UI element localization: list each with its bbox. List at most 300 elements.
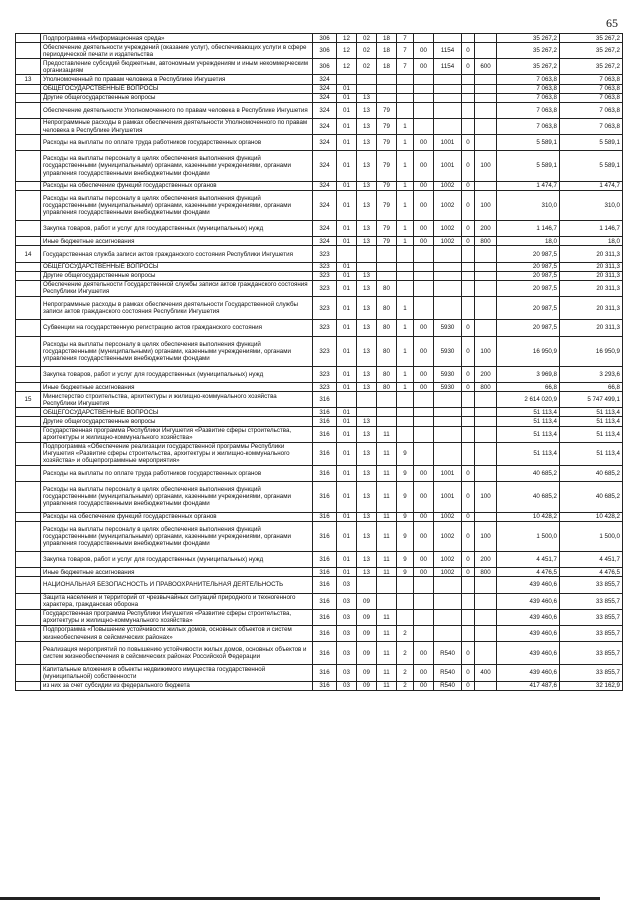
extra-code-cell — [462, 34, 475, 43]
ministry-code-cell: 306 — [313, 34, 337, 43]
amount-year-1-cell: 417 487,6 — [497, 681, 560, 690]
item-name-cell: Расходы на выплаты персоналу в целях обеспечения выполнения функций государственными (муниципальными) органами, казенными учреждениями, органами управления государственными внебюджетными фондами — [41, 190, 313, 220]
table-row — [16, 665, 623, 681]
item-name-cell: Расходы на обеспечение функций государственных органов — [41, 512, 313, 521]
section-code-cell: 01 — [337, 135, 357, 151]
direction-code-cell: 1002 — [434, 181, 462, 190]
program-code-cell: 11 — [377, 568, 397, 577]
activity-code-cell: 00 — [414, 665, 434, 681]
amount-year-2-cell: 5 747 499,1 — [560, 392, 623, 408]
subprogram-code-cell: 1 — [397, 336, 414, 366]
item-name-cell: Расходы на выплаты персоналу в целях обеспечения выполнения функций государственными (муниципальными) органами, казенными учреждениями, органами управления государственными внебюджетными фондами — [41, 482, 313, 512]
expense-type-code-cell — [475, 93, 497, 102]
ministry-code-cell: 316 — [313, 681, 337, 690]
direction-code-cell: 5930 — [434, 320, 462, 336]
program-code-cell: 79 — [377, 118, 397, 134]
program-code-cell: 11 — [377, 426, 397, 442]
amount-year-2-cell: 33 855,7 — [560, 609, 623, 625]
program-code-cell: 80 — [377, 297, 397, 320]
expense-type-code-cell — [475, 681, 497, 690]
amount-year-1-cell: 7 063,8 — [497, 84, 560, 93]
expense-type-code-cell: 200 — [475, 221, 497, 237]
subsection-code-cell: 09 — [357, 681, 377, 690]
activity-code-cell — [414, 593, 434, 609]
subprogram-code-cell — [397, 280, 414, 296]
section-code-cell: 01 — [337, 466, 357, 482]
row-number-cell — [16, 297, 41, 320]
expense-type-code-cell — [475, 262, 497, 271]
program-code-cell: 79 — [377, 237, 397, 246]
amount-year-1-cell: 439 460,6 — [497, 609, 560, 625]
activity-code-cell — [414, 118, 434, 134]
table-row — [16, 336, 623, 366]
table-row — [16, 118, 623, 134]
section-code-cell: 01 — [337, 93, 357, 102]
ministry-code-cell: 324 — [313, 75, 337, 84]
activity-code-cell: 00 — [414, 383, 434, 392]
extra-code-cell — [462, 271, 475, 280]
subsection-code-cell: 02 — [357, 43, 377, 59]
direction-code-cell: 1001 — [434, 482, 462, 512]
row-number-cell — [16, 84, 41, 93]
amount-year-1-cell: 35 267,2 — [497, 59, 560, 75]
direction-code-cell: 1002 — [434, 521, 462, 551]
row-number-cell — [16, 609, 41, 625]
subprogram-code-cell: 7 — [397, 43, 414, 59]
table-row — [16, 466, 623, 482]
amount-year-1-cell: 20 987,5 — [497, 320, 560, 336]
amount-year-2-cell: 7 063,8 — [560, 102, 623, 118]
amount-year-1-cell: 51 113,4 — [497, 417, 560, 426]
subprogram-code-cell: 7 — [397, 34, 414, 43]
row-number-cell — [16, 135, 41, 151]
section-code-cell: 01 — [337, 84, 357, 93]
ministry-code-cell: 316 — [313, 442, 337, 465]
extra-code-cell: 0 — [462, 552, 475, 568]
extra-code-cell — [462, 625, 475, 641]
item-name-cell: Закупка товаров, работ и услуг для государственных (муниципальных) нужд — [41, 366, 313, 382]
subprogram-code-cell: 9 — [397, 512, 414, 521]
expense-type-code-cell — [475, 246, 497, 262]
amount-year-1-cell: 7 063,8 — [497, 102, 560, 118]
subsection-code-cell: 13 — [357, 151, 377, 181]
row-number-cell — [16, 237, 41, 246]
item-name-cell: Государственная программа Республики Ингушетия «Развитие сферы строительства, архитектуры и жилищно-коммунального хозяйства» — [41, 609, 313, 625]
subsection-code-cell: 13 — [357, 297, 377, 320]
item-name-cell: Расходы на обеспечение функций государственных органов — [41, 181, 313, 190]
activity-code-cell: 00 — [414, 190, 434, 220]
table-row — [16, 383, 623, 392]
activity-code-cell: 00 — [414, 181, 434, 190]
direction-code-cell — [434, 102, 462, 118]
amount-year-1-cell: 4 451,7 — [497, 552, 560, 568]
activity-code-cell: 00 — [414, 568, 434, 577]
table-row — [16, 609, 623, 625]
section-code-cell — [337, 392, 357, 408]
extra-code-cell: 0 — [462, 383, 475, 392]
expense-type-code-cell — [475, 43, 497, 59]
expense-type-code-cell — [475, 642, 497, 665]
ministry-code-cell: 324 — [313, 102, 337, 118]
amount-year-2-cell: 20 311,3 — [560, 297, 623, 320]
item-name-cell: Расходы на выплаты персоналу в целях обеспечения выполнения функций государственными (муниципальными) органами, казенными учреждениями, органами управления государственными внебюджетными фондами — [41, 521, 313, 551]
section-code-cell: 01 — [337, 336, 357, 366]
subprogram-code-cell: 1 — [397, 297, 414, 320]
direction-code-cell: 1154 — [434, 43, 462, 59]
subsection-code-cell: 13 — [357, 442, 377, 465]
section-code-cell: 01 — [337, 320, 357, 336]
activity-code-cell — [414, 271, 434, 280]
extra-code-cell: 0 — [462, 482, 475, 512]
program-code-cell — [377, 593, 397, 609]
subsection-code-cell: 13 — [357, 181, 377, 190]
item-name-cell: Непрограммные расходы в рамках обеспечения деятельности Уполномоченного по правам человека в Республике Ингушетия — [41, 118, 313, 134]
amount-year-2-cell: 33 855,7 — [560, 577, 623, 593]
extra-code-cell: 0 — [462, 320, 475, 336]
extra-code-cell: 0 — [462, 512, 475, 521]
amount-year-1-cell: 10 428,2 — [497, 512, 560, 521]
subsection-code-cell: 13 — [357, 366, 377, 382]
program-code-cell: 11 — [377, 665, 397, 681]
subprogram-code-cell: 9 — [397, 466, 414, 482]
expense-type-code-cell — [475, 442, 497, 465]
amount-year-1-cell: 51 113,4 — [497, 408, 560, 417]
section-code-cell: 01 — [337, 262, 357, 271]
amount-year-2-cell: 32 162,9 — [560, 681, 623, 690]
row-number-cell — [16, 271, 41, 280]
activity-code-cell: 00 — [414, 521, 434, 551]
item-name-cell: Расходы на выплаты по оплате труда работников государственных органов — [41, 466, 313, 482]
extra-code-cell: 0 — [462, 237, 475, 246]
subprogram-code-cell: 9 — [397, 521, 414, 551]
subsection-code-cell: 13 — [357, 135, 377, 151]
extra-code-cell — [462, 408, 475, 417]
direction-code-cell — [434, 442, 462, 465]
direction-code-cell: 5930 — [434, 383, 462, 392]
amount-year-2-cell: 18,0 — [560, 237, 623, 246]
item-name-cell: Обеспечение деятельности Уполномоченного по правам человека в Республике Ингушетия — [41, 102, 313, 118]
subprogram-code-cell: 2 — [397, 665, 414, 681]
amount-year-1-cell: 7 063,8 — [497, 118, 560, 134]
row-number-cell — [16, 59, 41, 75]
amount-year-1-cell: 7 063,8 — [497, 75, 560, 84]
activity-code-cell: 00 — [414, 681, 434, 690]
expense-type-code-cell: 100 — [475, 482, 497, 512]
item-name-cell: ОБЩЕГОСУДАРСТВЕННЫЕ ВОПРОСЫ — [41, 262, 313, 271]
subprogram-code-cell — [397, 408, 414, 417]
table-row — [16, 297, 623, 320]
amount-year-2-cell: 51 113,4 — [560, 408, 623, 417]
program-code-cell — [377, 417, 397, 426]
table-row — [16, 408, 623, 417]
subprogram-code-cell: 1 — [397, 135, 414, 151]
section-code-cell: 03 — [337, 625, 357, 641]
subsection-code-cell: 13 — [357, 102, 377, 118]
expense-type-code-cell — [475, 280, 497, 296]
subprogram-code-cell: 2 — [397, 625, 414, 641]
ministry-code-cell: 306 — [313, 59, 337, 75]
direction-code-cell: 5930 — [434, 366, 462, 382]
subsection-code-cell: 13 — [357, 190, 377, 220]
ministry-code-cell: 316 — [313, 408, 337, 417]
ministry-code-cell: 324 — [313, 118, 337, 134]
direction-code-cell: 5930 — [434, 336, 462, 366]
row-number-cell — [16, 625, 41, 641]
amount-year-2-cell: 35 267,2 — [560, 34, 623, 43]
subprogram-code-cell: 9 — [397, 552, 414, 568]
row-number-cell — [16, 280, 41, 296]
ministry-code-cell: 316 — [313, 552, 337, 568]
amount-year-2-cell: 10 428,2 — [560, 512, 623, 521]
section-code-cell: 01 — [337, 118, 357, 134]
item-name-cell: Закупка товаров, работ и услуг для государственных (муниципальных) нужд — [41, 221, 313, 237]
subprogram-code-cell: 2 — [397, 642, 414, 665]
expense-type-code-cell — [475, 34, 497, 43]
ministry-code-cell: 323 — [313, 271, 337, 280]
amount-year-2-cell: 20 311,3 — [560, 271, 623, 280]
amount-year-1-cell: 3 969,8 — [497, 366, 560, 382]
program-code-cell: 79 — [377, 190, 397, 220]
direction-code-cell — [434, 297, 462, 320]
amount-year-1-cell: 439 460,6 — [497, 593, 560, 609]
section-code-cell: 01 — [337, 271, 357, 280]
extra-code-cell: 0 — [462, 568, 475, 577]
amount-year-2-cell: 33 855,7 — [560, 625, 623, 641]
program-code-cell — [377, 246, 397, 262]
program-code-cell — [377, 577, 397, 593]
table-row — [16, 320, 623, 336]
subsection-code-cell — [357, 75, 377, 84]
program-code-cell: 80 — [377, 366, 397, 382]
subsection-code-cell — [357, 246, 377, 262]
table-row — [16, 271, 623, 280]
subsection-code-cell — [357, 577, 377, 593]
row-number-cell — [16, 366, 41, 382]
item-name-cell: Обеспечение деятельности Государственной службы записи актов гражданского состояния Республики Ингушетия — [41, 280, 313, 296]
table-row — [16, 521, 623, 551]
activity-code-cell — [414, 262, 434, 271]
direction-code-cell — [434, 262, 462, 271]
direction-code-cell: 1002 — [434, 190, 462, 220]
expense-type-code-cell: 200 — [475, 552, 497, 568]
row-number-cell — [16, 417, 41, 426]
row-number-cell — [16, 151, 41, 181]
activity-code-cell: 00 — [414, 320, 434, 336]
row-number-cell: 14 — [16, 246, 41, 262]
ministry-code-cell: 316 — [313, 482, 337, 512]
section-code-cell: 01 — [337, 190, 357, 220]
section-code-cell: 03 — [337, 593, 357, 609]
amount-year-2-cell: 33 855,7 — [560, 665, 623, 681]
subsection-code-cell: 13 — [357, 280, 377, 296]
item-name-cell: Обеспечение деятельности учреждений (оказание услуг), обеспечивающих услуги в сфере периодической печати и издательства — [41, 43, 313, 59]
row-number-cell — [16, 383, 41, 392]
subprogram-code-cell — [397, 93, 414, 102]
expense-type-code-cell — [475, 512, 497, 521]
subsection-code-cell — [357, 392, 377, 408]
table-row — [16, 221, 623, 237]
section-code-cell: 01 — [337, 442, 357, 465]
activity-code-cell: 00 — [414, 482, 434, 512]
extra-code-cell — [462, 392, 475, 408]
expense-type-code-cell — [475, 625, 497, 641]
subsection-code-cell — [357, 408, 377, 417]
row-number-cell — [16, 336, 41, 366]
subprogram-code-cell: 1 — [397, 237, 414, 246]
direction-code-cell: R540 — [434, 665, 462, 681]
amount-year-2-cell: 1 146,7 — [560, 221, 623, 237]
amount-year-2-cell: 3 293,6 — [560, 366, 623, 382]
section-code-cell: 03 — [337, 681, 357, 690]
activity-code-cell — [414, 297, 434, 320]
amount-year-2-cell: 35 267,2 — [560, 43, 623, 59]
subsection-code-cell: 09 — [357, 609, 377, 625]
row-number-cell — [16, 43, 41, 59]
ministry-code-cell: 323 — [313, 246, 337, 262]
section-code-cell: 01 — [337, 102, 357, 118]
direction-code-cell: 1002 — [434, 552, 462, 568]
table-row — [16, 181, 623, 190]
ministry-code-cell: 323 — [313, 280, 337, 296]
activity-code-cell — [414, 280, 434, 296]
activity-code-cell — [414, 609, 434, 625]
item-name-cell: Подпрограмма «Информационная среда» — [41, 34, 313, 43]
program-code-cell: 11 — [377, 521, 397, 551]
amount-year-2-cell: 1 474,7 — [560, 181, 623, 190]
subsection-code-cell: 09 — [357, 642, 377, 665]
extra-code-cell: 0 — [462, 43, 475, 59]
table-row — [16, 482, 623, 512]
amount-year-2-cell: 51 113,4 — [560, 417, 623, 426]
activity-code-cell: 00 — [414, 151, 434, 181]
activity-code-cell — [414, 442, 434, 465]
amount-year-1-cell: 7 063,8 — [497, 93, 560, 102]
direction-code-cell: 1002 — [434, 221, 462, 237]
amount-year-2-cell: 7 063,8 — [560, 75, 623, 84]
row-number-cell — [16, 593, 41, 609]
amount-year-2-cell: 1 500,0 — [560, 521, 623, 551]
direction-code-cell — [434, 271, 462, 280]
item-name-cell: Предоставление субсидий бюджетным, автономным учреждениям и иным некоммерческим организациям — [41, 59, 313, 75]
program-code-cell: 11 — [377, 512, 397, 521]
subprogram-code-cell — [397, 102, 414, 118]
expense-type-code-cell: 800 — [475, 568, 497, 577]
item-name-cell: ОБЩЕГОСУДАРСТВЕННЫЕ ВОПРОСЫ — [41, 84, 313, 93]
item-name-cell: Государственная программа Республики Ингушетия «Развитие сферы строительства, архитектуры и жилищно-коммунального хозяйства» — [41, 426, 313, 442]
direction-code-cell: R540 — [434, 681, 462, 690]
activity-code-cell: 00 — [414, 336, 434, 366]
program-code-cell: 18 — [377, 43, 397, 59]
expense-type-code-cell: 800 — [475, 237, 497, 246]
extra-code-cell — [462, 442, 475, 465]
table-row — [16, 43, 623, 59]
item-name-cell: Иные бюджетные ассигнования — [41, 568, 313, 577]
amount-year-1-cell: 439 460,6 — [497, 577, 560, 593]
amount-year-1-cell: 439 460,6 — [497, 625, 560, 641]
extra-code-cell — [462, 118, 475, 134]
direction-code-cell — [434, 84, 462, 93]
expense-type-code-cell — [475, 320, 497, 336]
extra-code-cell — [462, 417, 475, 426]
subsection-code-cell: 02 — [357, 34, 377, 43]
table-row — [16, 568, 623, 577]
amount-year-1-cell: 40 685,2 — [497, 466, 560, 482]
table-row — [16, 392, 623, 408]
row-number-cell — [16, 93, 41, 102]
expense-type-code-cell — [475, 297, 497, 320]
direction-code-cell — [434, 93, 462, 102]
extra-code-cell: 0 — [462, 181, 475, 190]
activity-code-cell: 00 — [414, 512, 434, 521]
direction-code-cell: 1154 — [434, 59, 462, 75]
row-number-cell — [16, 426, 41, 442]
table-row — [16, 577, 623, 593]
ministry-code-cell: 324 — [313, 151, 337, 181]
ministry-code-cell: 324 — [313, 237, 337, 246]
amount-year-1-cell: 2 614 020,9 — [497, 392, 560, 408]
row-number-cell — [16, 181, 41, 190]
amount-year-2-cell: 20 311,3 — [560, 246, 623, 262]
expense-type-code-cell — [475, 102, 497, 118]
section-code-cell: 12 — [337, 34, 357, 43]
item-name-cell: Подпрограмма «Повышение устойчивости жилых домов, основных объектов и систем жизнеобеспечения в сейсмических районах» — [41, 625, 313, 641]
subprogram-code-cell: 9 — [397, 482, 414, 512]
table-row — [16, 417, 623, 426]
extra-code-cell: 0 — [462, 366, 475, 382]
amount-year-2-cell: 20 311,3 — [560, 320, 623, 336]
subprogram-code-cell: 1 — [397, 320, 414, 336]
amount-year-1-cell: 4 476,5 — [497, 568, 560, 577]
amount-year-1-cell: 5 589,1 — [497, 151, 560, 181]
expense-type-code-cell — [475, 75, 497, 84]
subprogram-code-cell — [397, 84, 414, 93]
subsection-code-cell: 02 — [357, 59, 377, 75]
item-name-cell: Иные бюджетные ассигнования — [41, 237, 313, 246]
direction-code-cell — [434, 246, 462, 262]
program-code-cell: 11 — [377, 482, 397, 512]
program-code-cell: 80 — [377, 320, 397, 336]
item-name-cell: ОБЩЕГОСУДАРСТВЕННЫЕ ВОПРОСЫ — [41, 408, 313, 417]
direction-code-cell: 1002 — [434, 237, 462, 246]
amount-year-2-cell: 66,8 — [560, 383, 623, 392]
subprogram-code-cell: 1 — [397, 366, 414, 382]
item-name-cell: Реализация мероприятий по повышению устойчивости жилых домов, основных объектов и систем жизнеобеспечения в сейсмических районах Российской Федерации — [41, 642, 313, 665]
subprogram-code-cell — [397, 392, 414, 408]
program-code-cell: 80 — [377, 383, 397, 392]
extra-code-cell: 0 — [462, 190, 475, 220]
ministry-code-cell: 324 — [313, 181, 337, 190]
expense-type-code-cell — [475, 593, 497, 609]
program-code-cell — [377, 271, 397, 280]
activity-code-cell — [414, 75, 434, 84]
section-code-cell: 12 — [337, 43, 357, 59]
expense-type-code-cell: 600 — [475, 59, 497, 75]
program-code-cell — [377, 392, 397, 408]
section-code-cell: 03 — [337, 642, 357, 665]
extra-code-cell — [462, 246, 475, 262]
item-name-cell: Субвенции на государственную регистрацию актов гражданского состояния — [41, 320, 313, 336]
row-number-cell — [16, 466, 41, 482]
expense-type-code-cell — [475, 466, 497, 482]
amount-year-1-cell: 40 685,2 — [497, 482, 560, 512]
table-row — [16, 642, 623, 665]
section-code-cell: 01 — [337, 568, 357, 577]
expense-type-code-cell — [475, 135, 497, 151]
table-body — [16, 34, 623, 691]
activity-code-cell: 00 — [414, 642, 434, 665]
amount-year-1-cell: 20 987,5 — [497, 280, 560, 296]
row-number-cell — [16, 442, 41, 465]
